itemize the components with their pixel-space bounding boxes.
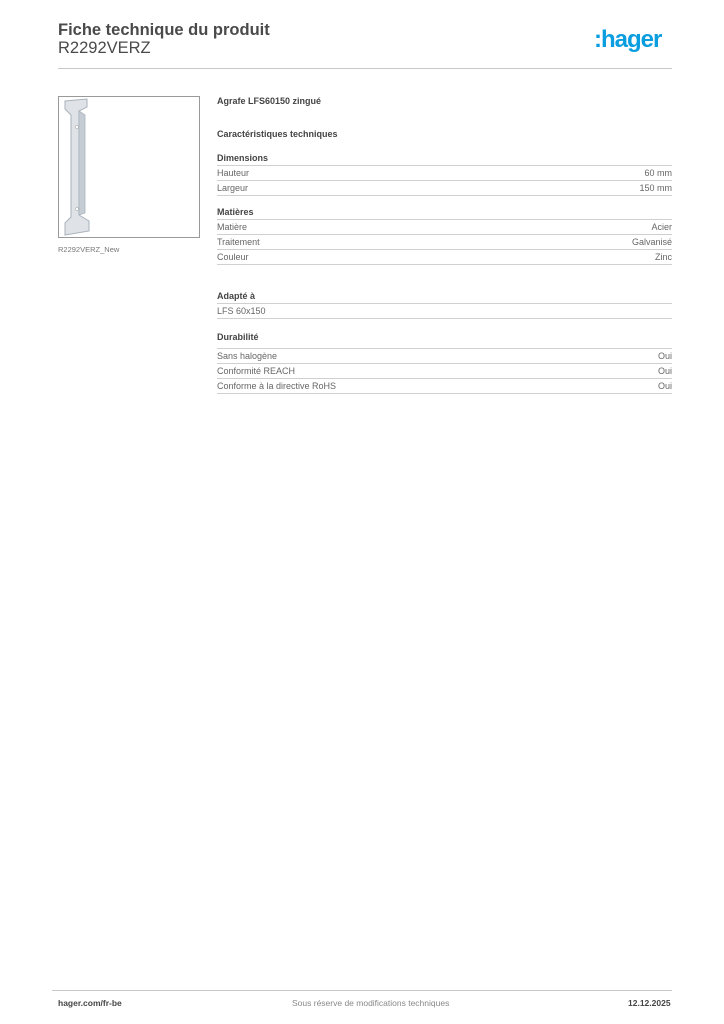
spec-value: Zinc bbox=[654, 252, 672, 262]
spec-label: Matière bbox=[217, 222, 248, 232]
spec-row bbox=[217, 181, 672, 196]
spec-label: Largeur bbox=[217, 183, 249, 193]
footer-date: 12.12.2025 bbox=[628, 998, 671, 1008]
group-title: Matières bbox=[217, 205, 672, 220]
group-adapte bbox=[217, 289, 672, 319]
image-caption: R2292VERZ_New bbox=[58, 245, 120, 254]
footer-divider bbox=[52, 990, 672, 991]
group-matieres bbox=[217, 205, 672, 265]
group-durabilite bbox=[217, 330, 672, 394]
spec-label: Sans halogène bbox=[217, 351, 278, 361]
hager-logo: :hager bbox=[594, 26, 662, 53]
page-title: Fiche technique du produit bbox=[58, 21, 270, 39]
group-title: Durabilité bbox=[217, 330, 672, 349]
bracket-image-icon bbox=[59, 97, 199, 237]
spec-label: Traitement bbox=[217, 237, 260, 247]
spec-label: Hauteur bbox=[217, 168, 250, 178]
spec-value: Oui bbox=[657, 366, 672, 376]
header-divider bbox=[58, 68, 672, 69]
spec-row bbox=[217, 379, 672, 394]
spec-value: Oui bbox=[657, 351, 672, 361]
group-title: Adapté à bbox=[217, 289, 672, 304]
group-title: Dimensions bbox=[217, 151, 672, 166]
spec-row bbox=[217, 304, 672, 319]
footer-disclaimer: Sous réserve de modifications techniques bbox=[292, 998, 450, 1008]
product-name: Agrafe LFS60150 zingué bbox=[217, 96, 322, 106]
spec-label: Conformité REACH bbox=[217, 366, 296, 376]
spec-label: Conforme à la directive RoHS bbox=[217, 381, 337, 391]
section-title: Caractéristiques techniques bbox=[217, 129, 338, 139]
spec-value: 60 mm bbox=[644, 168, 672, 178]
spec-value: Acier bbox=[651, 222, 672, 232]
spec-value: Oui bbox=[657, 381, 672, 391]
spec-row bbox=[217, 235, 672, 250]
spec-value: Galvanisé bbox=[631, 237, 672, 247]
spec-row bbox=[217, 250, 672, 265]
spec-value: 150 mm bbox=[639, 183, 672, 193]
spec-row bbox=[217, 349, 672, 364]
spec-row bbox=[217, 166, 672, 181]
website-link[interactable]: hager.com/fr-be bbox=[58, 998, 122, 1008]
product-reference: R2292VERZ bbox=[58, 39, 151, 57]
spec-row bbox=[217, 220, 672, 235]
spec-row bbox=[217, 364, 672, 379]
spec-label: Couleur bbox=[217, 252, 249, 262]
product-image bbox=[58, 96, 200, 238]
group-dimensions bbox=[217, 151, 672, 196]
spec-label: LFS 60x150 bbox=[217, 306, 266, 316]
specifications bbox=[217, 96, 672, 394]
